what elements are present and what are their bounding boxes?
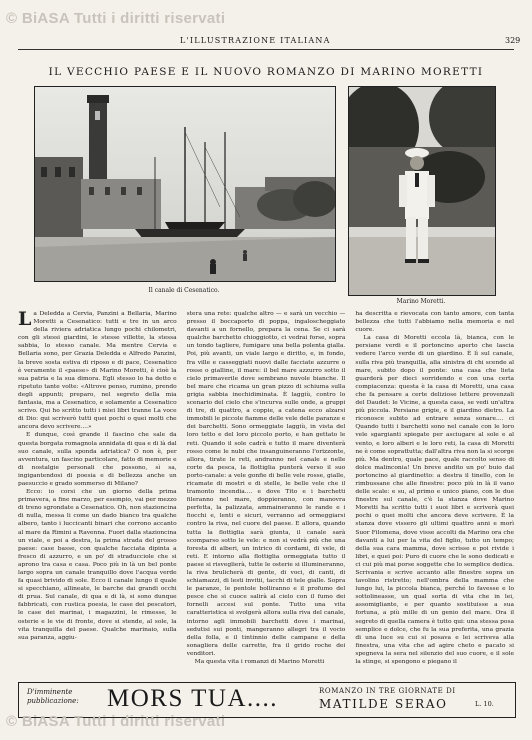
article-body — [18, 310, 514, 678]
paragraph: Ecco: io corsi che un giorno della prima primavera, a fine marzo, per esempio, vai per mezzo di treno sgrondate a Cesenatico. Oh, non stazioncina di nulla, messa li come un dado bianco tra qualche albero, tanto i luccicanti binari che corrono accanto al mare da Rimini a Ravenna. Fuori dalla stazioncina un viale, e poi a destra, la prima strada del grosso paese: case basse, con qualche facciata dipinta a fresco di azzurro, e un po' di straducciole che si aprono tra casa e casa. Poco più in là un bel ponte largo sopra un canale tranquillo dove l'acqua verde fa quasi brivido di sole. Ecco il canale lungo il quale si specchiano, allineate, le barche dai grandi occhi di prua. Sul canale, di qua e di là, si sono dunque fabbricati, con rustica poesia, le case dei pescatori, le case dei marinai, i magazzini, le rimesse, le osterie e le vie di fronte, dove si stende, al sole, la vita tranquilla del paese. Qualche marinaio, sulla sua paranza, aggiu- — [18, 489, 177, 641]
column-3 — [355, 310, 514, 678]
column-1 — [18, 310, 177, 678]
paragraph: ha descritta e rievocata con tanto amore, con tanta bellezza che tutti l'abbiamo nella memoria e nel cuore. — [355, 311, 515, 334]
header-rule — [18, 49, 514, 50]
paragraph: stera una rete: qualche altro — e sarà un vecchio — presso il boccaporto di poppa, ingaloscheggiato davanti a un fornello, prepara la cena. Se ci sarà qualche barchetto chioggiotto, ci vedrai forse, sopra un tondo tagliere, fumigare una bella polenta gialla. Poi, più avanti, un viale largo e diritto, e, in fondo, fra ville e casseggiati nuovi dalle facciate azzurre o rosse o gialline, il mare: il bel mare azzurro sotto il cielo primaverile dove sembrano nuvole bianche. Il bel mare che ricama un gran pizzo di schiuma sulla grigia sabbia inechidiminata. È laggiù, contro lo scenario del cielo che s'incurva sulle onde, a gruppi di tre, di quattro, a coppie, a catena ecco alzarsi immobili le piccole fiamme delle vele delle paranze e dei barchetti. Sono ormeggiate laggiù, in vista del loro tetto e del loro piccolo porto, e han gettato le reti. Quando il sole cadrà e tutto il mare diventerà rosso come le nubi che insanguineranno l'orizzonte, allora, tirate le reti, andranno nel canale e nelle corte da pesca, la flottiglia punterà verso il suo porto-canale: a vele gonfie di belle vele rosse, gialle, ricamate di mostri e di stelle, le belle vele che il tramonto incendia.... e dove Tito e i barchetti fileranno nel mare, doppieranno, con manovra perfetta, la palizzata, ammaineranno le rande e i fiocchi e, lenti e sicuri, verranno ad ormeggiarsi contro la riva, nel cuore del paese. E allora, quando tutta la flottiglia sarà giunta, il canale sarà scomparso sotto le vele: e non si vedrà più che una foresta di alberi, un intrico di cordami, di vele, di reti. E intorno alla flottiglia ormeggiata tutto il paese si risveglierà, tutte le osterie si illumineranno, la riva brulicherà di gente, di voci, di canti, di schiamazzi, di lesti invitii, tacchi di tele gialle. Sopra le paranze, le pentole bolliranno e il profumo del pesce che si cuoce salirà al cielo con il fumo dei fornelli accesi sul ponte. Tutto una vita caratteristica si svolgerà allora sulla riva del canale, intorno agli immobili barchetti dove i marinai, sedutisi sui ponti, mangeranno allegri tra il vocio della folla, e il tintinnio delle campane e della sonagliera delle carrette, fra il grido roche dei venditori. — [186, 311, 346, 657]
paragraph: a Deledda a Cervia, Panzini a Bellaria, Marino Moretti a Cesenatico: tutti e tre in un arco della riviera adriatica lungo pochi chilometri, con gli stessi giardini, le stesse villette, la stessa sabbia, lo stesso canale. Ma mentre Cervia e Bellaria sono, per Grazia Deledda e Alfredo Panzini, la breve sosta estiva di riposo e di pace, Cesenatico è veramente il «paese» di Marino Moretti, è cioè la sua patria e la sua dimora. Egli stesso lo ha detto e ripetuto tante volte: «Altrove penso, rumino, prendo degli appunti; preparo, nel segreto della mia fantasia, ma a Cesenatico, e solamente a Cesenatico scrivo. Qui ho scritto tutti i miei libri tranne La voce di Dio: qui scriverò tutti quei pochi o quei molti che ancora devo scrivere....» — [18, 311, 177, 431]
page-number: 329 — [505, 36, 521, 45]
portrait-caption: Marino Moretti. — [396, 298, 446, 305]
column-2 — [187, 310, 346, 678]
paragraph: Ma questa vita i romanzi di Marino Moretti — [194, 659, 325, 666]
ad-author: MATILDE SERAO — [319, 697, 448, 711]
canal-caption: Il canale di Cesenatico. — [148, 287, 220, 294]
watermark-bottom: © BiASA Tutti i diritti riservati — [6, 713, 226, 730]
ad-price: L. 10. — [475, 700, 494, 708]
ad-intro-line-2: pubblicazione: — [27, 697, 79, 705]
canal-photo — [34, 86, 336, 282]
paragraph: E dunque, così grande il fascino che sale da questa borgata romagnola annidata di qua e di là dal suo canale, sulla sponda adriatica? O non è, per avventura, un fascino particolare, fatto di memorie e di nostalgie personali che possono, sì sa, ingigantendosi di poesia e di bellezza anche un paesuccio e grado sommerso di Milano? — [18, 432, 177, 487]
drop-cap: L — [18, 310, 32, 330]
ad-book-title: MORS TUA.... — [107, 685, 279, 712]
ad-intro — [27, 688, 79, 706]
ad-subtitle: ROMANZO IN TRE GIORNATE DI — [319, 687, 456, 695]
moretti-photo — [348, 86, 496, 296]
article-title: IL VECCHIO PAESE E IL NUOVO ROMANZO DI MARINO MORETTI — [48, 66, 484, 78]
ad-intro-line-1: D'imminente — [27, 688, 73, 696]
paragraph: La casa di Moretti eccola là, bianca, con le persiane verdi e il portoncino aperto che lascia vedere l'arco verde di un giardino. È lì sul canale, sulla riva più tranquilla, alla sinistra di chi scende al mare, subito dopo il ponte: una casa che lieta guarderà per dieci sorridendo e con una certa compiacenza: questa è la casa di Moretti, una casa che fa pensare a certe deliziose lettere provenzali del Daudet: le Vicine, a questa casa, se vedi un'altra più piccola. Persiane grigie, e il giardino dietro. La riconosce subito ad entrare senza sonare.... ci Quando tutti i barchetti sono nel canale con le loro vele sgargianti spiegate per asciugare al sole e al vento, e loro alberi e le loro reti, la casa di Moretti ne è come soprattutta; dall'altra riva non la si scorge più. Ma dentro, quale pace, quale raccolto senso di dolce malinconia! Un breve andito un po' buio dal portoncino al giardinetto: a destra il tinello, con le rimbussane che alle finestre: poco più in là il vano delle scale: e su, al primo e unico piano, con le due finestre sul canale, c'è la stanza dove Marino Moretti ha scritto tutti i suoi libri e scriverà quei pochi o quei molti che ancora deve scrivere. È la stanza dove vissero gli ultimi quattro anni e morì Suor Filomena, dove visse accolti da Marino ora che davanti a lui per la vita del figlio, tutto un tempo; della sua cara mamma, dove scrisse e poi rivide i libri, e quei poi: Puro di cuore che le sono dedicati e ci cui più mai porse soggette che lo semplice dedica. Scrivania e scrive accanto alle finestre sopra un tavolino ristretto; nell'ombra della mamma che lungo lui, la piccola bianca, perché lo favesse e lo sottolineasse, un qual sorta di vita che in lei, assomigliante, e per quanto sostituisse a sua fortuna, a più mille di un genio del mare. Ora il segreto di quella camera è tutto qui: una stessa posa semplice e dolce, che fu la sua preferita, una grazia di una luce su cui si posava e lei scriveva alla finestra, una vita che ad agire cheto e pacato si spegneva la sera nel silenzio del suo cuore, e il sole la stinge, si spengono e piegano il — [355, 335, 515, 666]
watermark-top: © BiASA Tutti i diritti riservati — [6, 10, 226, 27]
running-title: L'ILLUSTRAZIONE ITALIANA — [180, 36, 331, 45]
